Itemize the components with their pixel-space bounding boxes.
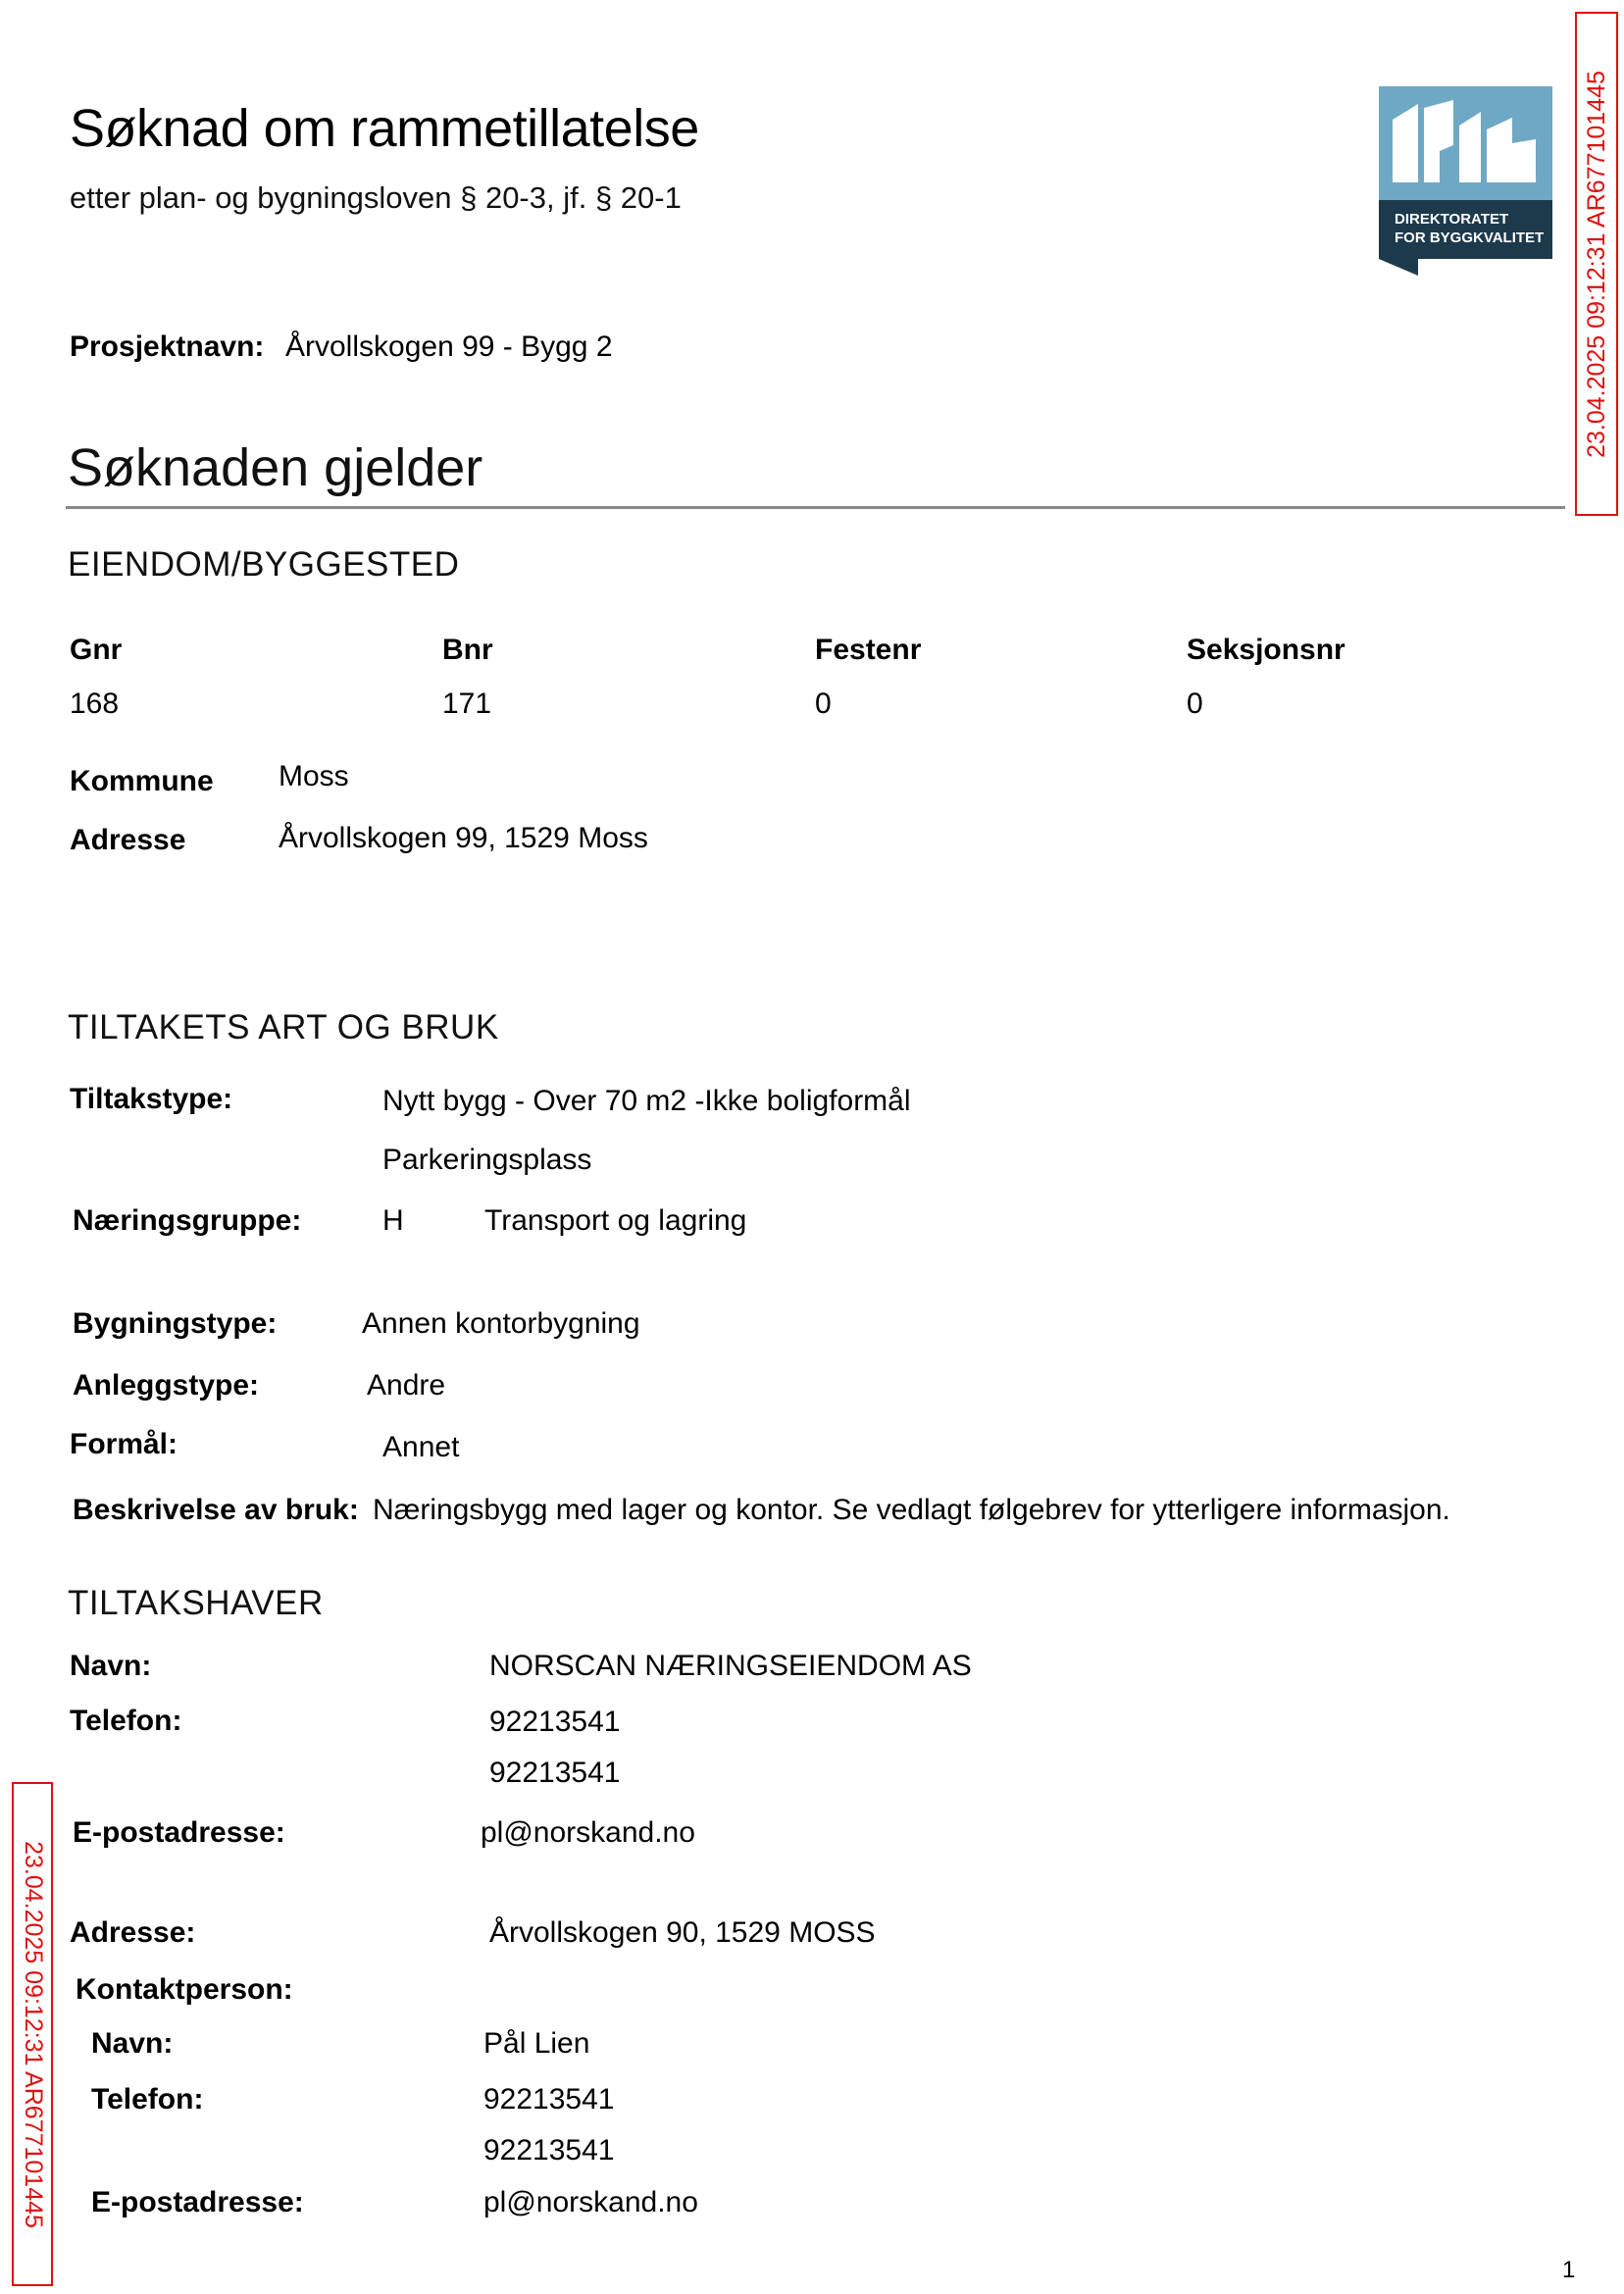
property-heading: EIENDOM/BYGGESTED <box>68 545 460 584</box>
owner-email-label: E-postadresse: <box>73 1816 285 1849</box>
logo-line1: DIREKTORATET <box>1395 211 1509 228</box>
section-title: Søknaden gjelder <box>68 438 483 497</box>
timestamp-stamp-left <box>12 1782 53 2286</box>
contact-email-value: pl@norskand.no <box>483 2186 698 2218</box>
seksjonsnr-label: Seksjonsnr <box>1187 634 1345 666</box>
owner-address-value: Årvollskogen 90, 1529 MOSS <box>489 1916 876 1949</box>
project-name: Årvollskogen 99 - Bygg 2 <box>285 331 613 363</box>
contact-phone-2: 92213541 <box>483 2134 615 2167</box>
festenr-label: Festenr <box>815 634 922 666</box>
formaal-value: Annet <box>382 1431 460 1463</box>
contact-phone-label: Telefon: <box>91 2083 204 2116</box>
tiltakstype-value-2: Parkeringsplass <box>382 1144 592 1176</box>
owner-phone-1: 92213541 <box>489 1706 621 1738</box>
festenr-value: 0 <box>815 688 832 720</box>
kommune-label: Kommune <box>70 765 214 797</box>
naeringsgruppe-label: Næringsgruppe: <box>73 1204 302 1237</box>
bnr-label: Bnr <box>442 634 493 666</box>
page-number: 1 <box>1562 2257 1576 2283</box>
contact-name-value: Pål Lien <box>483 2027 590 2060</box>
building-logo-icon <box>1379 86 1552 276</box>
beskrivelse-label: Beskrivelse av bruk: <box>73 1494 359 1526</box>
page-subtitle: etter plan- og bygningsloven § 20-3, jf. § 20-1 <box>70 180 682 215</box>
naeringsgruppe-value: Transport og lagring <box>484 1204 747 1237</box>
owner-phone-label: Telefon: <box>70 1705 182 1737</box>
stamp-text: 23.04.2025 09:12:31 AR677101445 <box>19 1840 47 2228</box>
anleggstype-value: Andre <box>367 1369 446 1402</box>
owner-phone-2: 92213541 <box>489 1757 621 1789</box>
owner-name-value: NORSCAN NÆRINGSEIENDOM AS <box>489 1650 972 1682</box>
stamp-text: 23.04.2025 09:12:31 AR677101445 <box>1582 70 1610 458</box>
logo-line2: FOR BYGGKVALITET <box>1395 229 1545 246</box>
page-title: Søknad om rammetillatelse <box>70 99 699 158</box>
bnr-value: 171 <box>442 688 492 720</box>
adresse-value: Årvollskogen 99, 1529 Moss <box>279 822 648 854</box>
formaal-label: Formål: <box>70 1428 178 1460</box>
owner-heading: TILTAKSHAVER <box>68 1584 324 1622</box>
bygningstype-value: Annen kontorbygning <box>362 1307 640 1340</box>
timestamp-stamp-right <box>1575 12 1618 516</box>
naeringsgruppe-code: H <box>382 1204 404 1237</box>
beskrivelse-value: Næringsbygg med lager og kontor. Se vedlagt følgebrev for ytterligere informasjon. <box>373 1494 1450 1526</box>
contact-name-label: Navn: <box>91 2027 174 2060</box>
seksjonsnr-value: 0 <box>1187 688 1203 720</box>
project-label: Prosjektnavn: <box>70 331 265 363</box>
kommune-value: Moss <box>279 760 349 792</box>
tiltakstype-label: Tiltakstype: <box>70 1083 233 1115</box>
measure-heading: TILTAKETS ART OG BRUK <box>68 1008 499 1046</box>
bygningstype-label: Bygningstype: <box>73 1307 278 1340</box>
owner-email-value: pl@norskand.no <box>481 1816 695 1849</box>
dibk-logo <box>1379 86 1552 276</box>
gnr-value: 168 <box>70 688 120 720</box>
owner-name-label: Navn: <box>70 1650 152 1682</box>
contact-phone-1: 92213541 <box>483 2083 615 2116</box>
tiltakstype-value-1: Nytt bygg - Over 70 m2 -Ikke boligformål <box>382 1085 911 1117</box>
anleggstype-label: Anleggstype: <box>73 1369 260 1402</box>
owner-address-label: Adresse: <box>70 1916 196 1949</box>
gnr-label: Gnr <box>70 634 123 666</box>
section-divider <box>66 506 1565 509</box>
contact-email-label: E-postadresse: <box>91 2186 304 2218</box>
contact-person-label: Kontaktperson: <box>76 1973 293 2006</box>
adresse-label: Adresse <box>70 824 186 856</box>
